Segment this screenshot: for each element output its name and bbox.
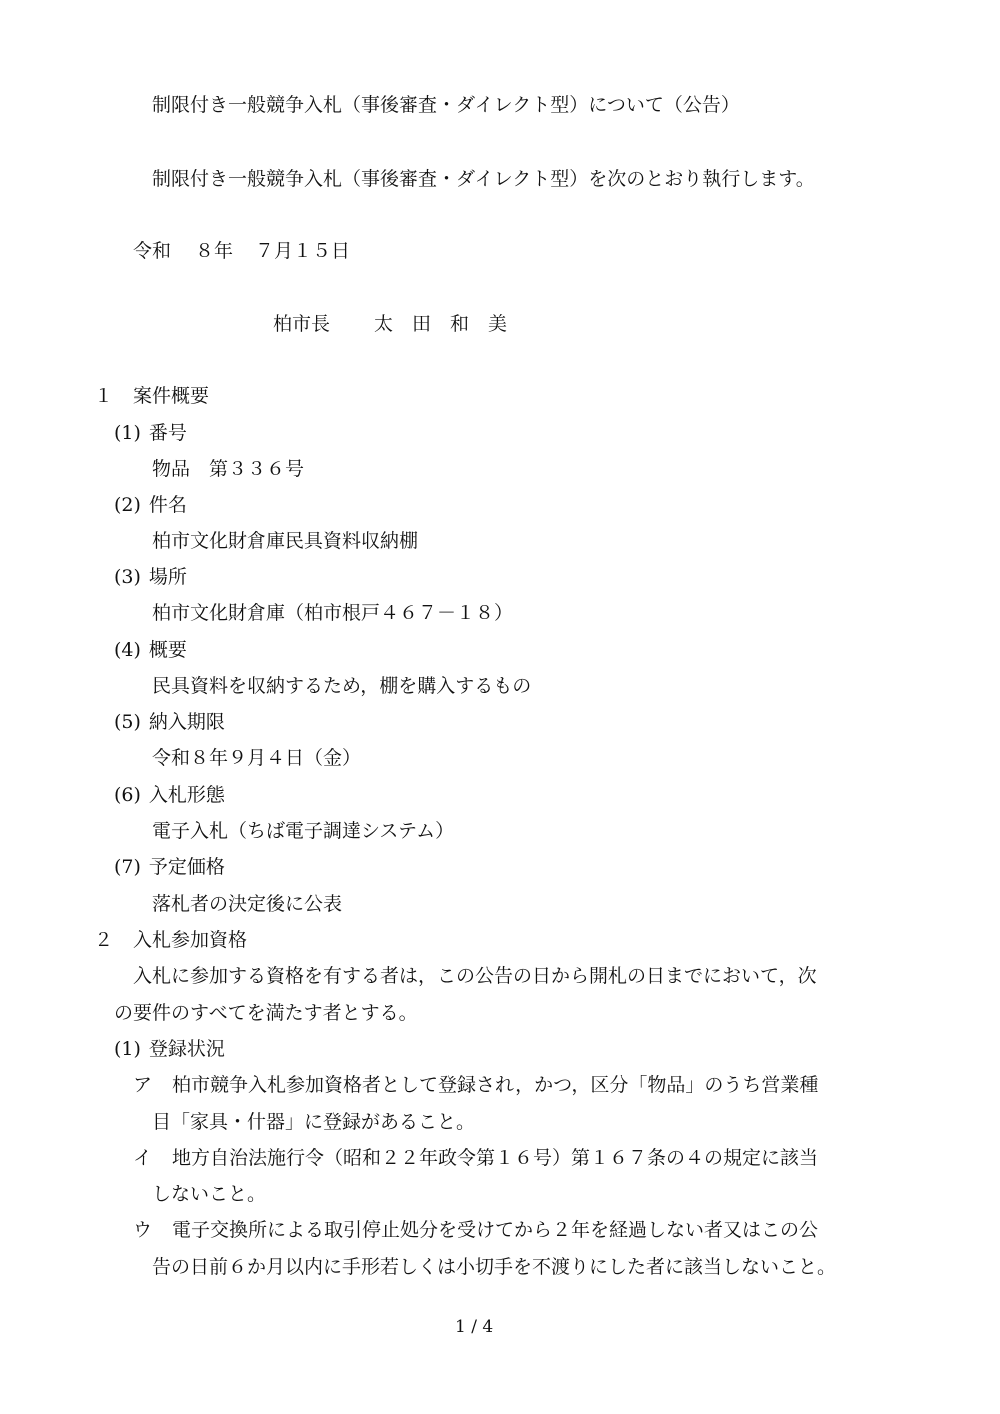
requirement-mark: ア [133, 1074, 153, 1096]
item-value: 民具資料を収納するため，棚を購入するもの [152, 675, 532, 697]
item-heading [114, 424, 187, 443]
item-label: (7) [114, 856, 141, 878]
subsection-title: 登録状況 [148, 1038, 225, 1060]
item-value: 柏市文化財倉庫民具資料収納棚 [152, 530, 419, 552]
item-heading [114, 786, 225, 805]
item-value: 柏市文化財倉庫（柏市根戸４６７－１８） [152, 602, 514, 624]
section-title: 入札参加資格 [133, 929, 248, 951]
page-number: 1 / 4 [455, 1317, 494, 1337]
item-value: 物品 第３３６号 [152, 458, 305, 480]
item-label: (5) [114, 711, 141, 733]
requirement-item [133, 1149, 818, 1168]
item-label: (6) [114, 784, 141, 806]
item-label: (2) [114, 494, 141, 516]
requirement-item [133, 1076, 818, 1095]
notice-date [133, 242, 350, 261]
item-value: 令和８年９月４日（金） [152, 747, 362, 769]
item-heading [114, 568, 187, 587]
date-era: 令和 [133, 240, 172, 262]
document-title: 制限付き一般競争入札（事後審査・ダイレクト型）について（公告） [152, 94, 740, 116]
date-month-day: ７月１５日 [255, 240, 351, 262]
item-heading [114, 641, 187, 660]
section-number: ２ [94, 929, 114, 951]
requirement-text-cont: しないこと。 [152, 1183, 267, 1205]
item-value: 落札者の決定後に公表 [152, 893, 343, 915]
item-title: 納入期限 [148, 711, 225, 733]
section2-intro-line2: の要件のすべてを満たす者とする。 [114, 1002, 418, 1024]
requirement-item [133, 1221, 818, 1240]
requirement-mark: イ [133, 1147, 153, 1169]
item-label: (1) [114, 422, 141, 444]
section2-heading [94, 931, 247, 950]
requirement-text: 地方自治法施行令（昭和２２年政令第１６号）第１６７条の４の規定に該当 [172, 1147, 819, 1169]
item-title: 番号 [148, 422, 187, 444]
subsection-label: (1) [114, 1038, 141, 1060]
intro-text: 制限付き一般競争入札（事後審査・ダイレクト型）を次のとおり執行します。 [152, 168, 815, 190]
item-heading [114, 858, 225, 877]
requirement-text-cont: 目「家具・什器」に登録があること。 [152, 1111, 476, 1133]
issuer-title: 柏市長 [273, 313, 331, 335]
item-title: 入札形態 [148, 784, 225, 806]
section-title: 案件概要 [133, 385, 210, 407]
section1-heading [94, 387, 209, 406]
item-title: 場所 [148, 566, 187, 588]
issuer [273, 315, 507, 334]
item-heading [114, 713, 225, 732]
section-number: １ [94, 385, 114, 407]
item-title: 予定価格 [148, 856, 225, 878]
item-title: 件名 [148, 494, 187, 516]
requirement-mark: ウ [133, 1219, 153, 1241]
item-label: (4) [114, 639, 141, 661]
issuer-name: 太 田 和 美 [374, 313, 508, 335]
item-label: (3) [114, 566, 141, 588]
item-heading [114, 496, 187, 515]
requirement-text: 柏市競争入札参加資格者として登録され，かつ，区分「物品」のうち営業種 [172, 1074, 819, 1096]
subsection-heading [114, 1040, 225, 1059]
requirement-text-cont: 告の日前６か月以内に手形若しくは小切手を不渡りにした者に該当しないこと。 [152, 1256, 837, 1278]
requirement-text: 電子交換所による取引停止処分を受けてから２年を経過しない者又はこの公 [172, 1219, 819, 1241]
item-title: 概要 [148, 639, 187, 661]
section2-intro-line1: 入札に参加する資格を有する者は，この公告の日から開札の日までにおいて，次 [133, 965, 817, 987]
date-year: ８年 [195, 240, 234, 262]
item-value: 電子入札（ちば電子調達システム） [152, 820, 455, 842]
